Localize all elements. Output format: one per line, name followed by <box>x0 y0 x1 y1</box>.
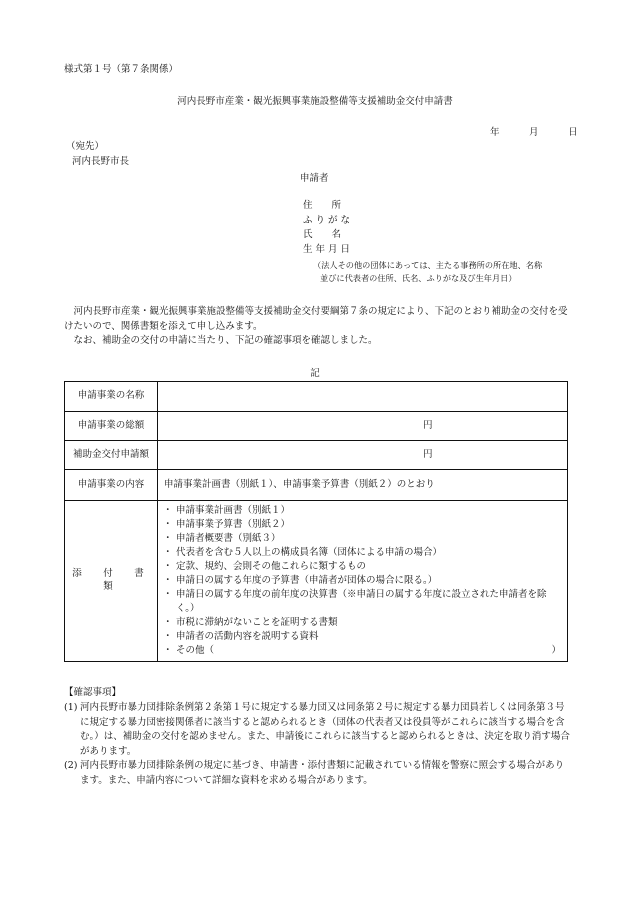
date-day: 日 <box>568 127 578 138</box>
list-item-other[interactable] <box>166 644 561 658</box>
list-item: ・ 市税に滞納がないことを証明する書類 <box>166 616 561 630</box>
date-month: 月 <box>529 127 539 138</box>
project-total-field[interactable] <box>158 412 568 441</box>
project-name-field[interactable] <box>158 382 568 412</box>
row-content-label: 申請事業の内容 <box>65 470 158 501</box>
project-content-field[interactable]: 申請事業計画書（別紙１）、申請事業予算書（別紙２）のとおり <box>158 470 568 501</box>
date-line <box>490 127 578 140</box>
ki-heading: 記 <box>310 368 320 379</box>
table-row <box>65 441 568 470</box>
table-row <box>65 412 568 441</box>
date-year: 年 <box>490 127 500 138</box>
corporation-note <box>313 259 542 284</box>
list-item: ・ 代表者を含む５人以上の構成員名簿（団体による申請の場合） <box>166 546 561 560</box>
confirmation-heading: 【確認事項】 <box>64 687 122 698</box>
corporation-note-line2: 並びに代表者の住所、氏名、ふりがな及び生年月日） <box>320 272 517 283</box>
field-address-label: 住 所 <box>303 200 342 211</box>
row-name-label: 申請事業の名称 <box>65 382 158 412</box>
list-item: ・ 定款、規約、会則その他これらに類するもの <box>166 560 561 574</box>
addressee-name: 河内長野市長 <box>72 156 130 167</box>
addressee-label: （宛先） <box>66 141 105 152</box>
grant-amount-field[interactable] <box>158 441 568 470</box>
list-item: ・ 申請日の属する年度の予算書（申請者が団体の場合に限る。） <box>166 574 561 588</box>
yen-unit: 円 <box>423 448 433 460</box>
body-text <box>64 305 569 349</box>
applicant-label: 申請者 <box>300 173 329 184</box>
other-close: ） <box>551 645 561 656</box>
page-title: 河内長野市産業・観光振興事業施設整備等支援補助金交付申請書 <box>177 96 453 107</box>
confirmation-items <box>64 701 572 788</box>
other-open: ・ その他（ <box>176 645 215 656</box>
item-text: 河内長野市暴力団排除条例第２条第１号に規定する暴力団又は同条第２号に規定する暴力団員若しくは同条第３号に規定する暴力団密接関係者に該当すると認められるとき（団体の代表者又は役員等がこれらに該当する場合を含む。）は、補助金の交付を認めません。また、申請後にこれらに該当すると認められるときは、決定を取り消す場合があります。 <box>80 702 570 757</box>
list-item: ・ 申請事業計画書（別紙１） <box>166 504 561 518</box>
field-name-label: 氏 名 <box>303 229 342 240</box>
row-attach-label: 添 付 書 類 <box>65 501 158 662</box>
yen-unit: 円 <box>423 419 433 431</box>
list-item: ・ 申請者の活動内容を説明する資料 <box>166 630 561 644</box>
form-number: 様式第１号（第７条関係） <box>64 64 179 75</box>
field-furigana-label: ふ り が な <box>303 214 351 226</box>
body-paragraph-1: 河内長野市産業・観光振興事業施設整備等支援補助金交付要綱第７条の規定により、下記のとおり補助金の交付を受けたいので、関係書類を添えて申し込みます。 <box>64 306 568 332</box>
list-item: ・ 申請事業予算書（別紙２） <box>166 518 561 532</box>
row-total-label: 申請事業の総額 <box>65 412 158 441</box>
body-paragraph-2: なお、補助金の交付の申請に当たり、下記の確認事項を確認しました。 <box>73 335 378 346</box>
list-item: ・ 申請者概要書（別紙３） <box>166 532 561 546</box>
application-table <box>64 381 568 662</box>
item-number: (1) <box>64 702 78 713</box>
attachments-list <box>164 501 561 661</box>
applicant-fields <box>303 199 350 257</box>
corporation-note-line1: （法人その他の団体にあっては、主たる事務所の所在地、名称 <box>313 260 543 270</box>
other-row <box>176 644 561 658</box>
table-row <box>65 470 568 501</box>
item-number: (2) <box>64 760 78 771</box>
confirmation-item-2 <box>64 759 572 788</box>
attachments-cell <box>158 501 568 662</box>
item-text: 河内長野市暴力団排除条例の規定に基づき、申請書・添付書類に記載されている情報を警察に照会する場合があります。また、申請内容について詳細な資料を求める場合があります。 <box>80 760 565 786</box>
table-row <box>65 501 568 662</box>
list-item: ・ 申請日の属する年度の前年度の決算書（※申請日の属する年度に設立された申請者を除く。） <box>166 588 561 616</box>
row-grant-label: 補助金交付申請額 <box>65 441 158 470</box>
confirmation-item-1 <box>64 701 572 759</box>
field-birthdate-label: 生 年 月 日 <box>303 243 351 255</box>
table-row <box>65 382 568 412</box>
